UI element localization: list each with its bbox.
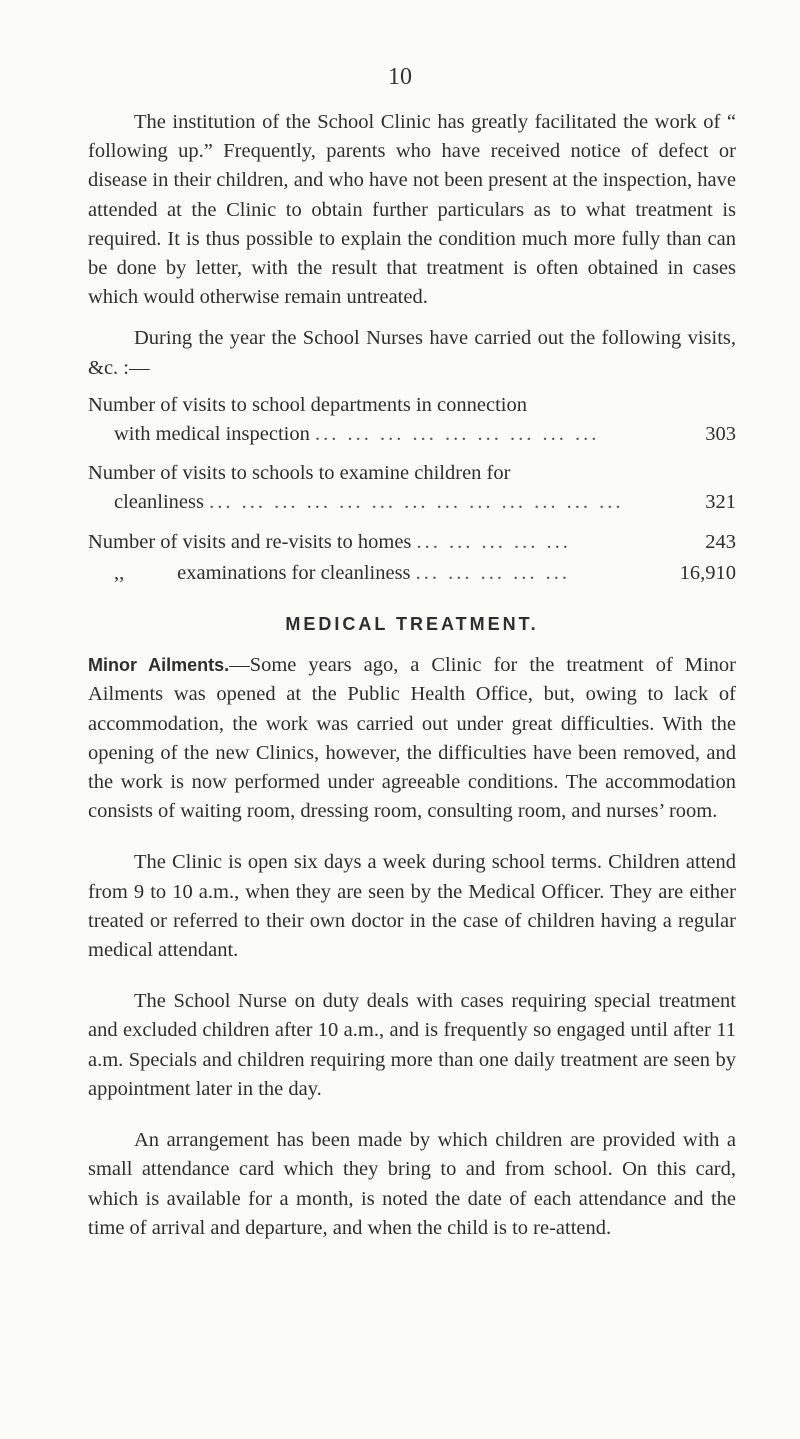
visit-label: Number of visits to schools to examine children for xyxy=(88,462,511,485)
leader-dots: ... ... ... ... ... ... ... ... ... xyxy=(314,423,600,446)
section-heading: MEDICAL TREATMENT. xyxy=(285,614,539,635)
visit-value: 243 xyxy=(705,530,736,553)
paragraph-minor-ailments-text: —Some years ago, a Clinic for the treatment of Minor Ailments was opened at the Public Health Office, but, owing to lack of accommodation, the work was carried out under great difficulties. With the opening of the new Clinics, however, the difficulties have been removed, and the work is now performed under agreeable conditions. The accommodation consists of waiting room, dressing room, consulting room, and nurses’ room. xyxy=(88,654,737,823)
subheading-minor-ailments: Minor Ailments. xyxy=(88,655,230,676)
visit-label-cont: cleanliness xyxy=(114,491,204,514)
visit-value: 16,910 xyxy=(679,561,736,584)
paragraph-minor-ailments xyxy=(88,651,736,826)
leader-dots: ... ... ... ... ... xyxy=(416,530,571,553)
paragraph-visits-intro: During the year the School Nurses have carried out the following visits, &c. :— xyxy=(88,327,736,379)
visit-value: 303 xyxy=(705,423,736,446)
body-text xyxy=(88,108,736,1243)
visit-label: Number of visits and re-visits to homes xyxy=(88,530,412,553)
paragraph-following-up: The institution of the School Clinic has greatly facilitated the work of “ following up.” Frequently, parents who have received notice of defect or disease in their children, and who have not been present at the inspection, have attended at the Clinic to obtain further particulars as to what treatment is required. It is thus possible to explain the condition much more fully than can be done by letter, with the result that treatment is often obtained in cases which would otherwise remain untreated. xyxy=(88,111,736,309)
leader-dots: ... ... ... ... ... ... ... ... ... ... ... ... ... xyxy=(209,491,624,514)
visit-item-homes xyxy=(88,528,736,557)
visit-value: 321 xyxy=(705,491,736,514)
visit-item-examinations xyxy=(88,559,736,588)
paragraph-clinic-hours: The Clinic is open six days a week during school terms. Children attend from 9 to 10 a.m., when they are seen by the Medical Officer. They are either treated or referred to their own doctor in the case of children having a regular medical attendant. xyxy=(88,851,736,962)
visit-label-cont: with medical inspection xyxy=(114,423,310,446)
visit-label: Number of visits to school departments in connection xyxy=(88,393,527,416)
visit-item-medical xyxy=(88,391,736,449)
visits-list xyxy=(88,391,736,588)
paragraph-school-nurse: The School Nurse on duty deals with cases requiring special treatment and excluded children after 10 a.m., and is frequently so engaged until after 11 a.m. Specials and children requiring more than one daily treatment are seen by appointment later in the day. xyxy=(88,990,736,1100)
ditto-mark: ,, xyxy=(114,561,125,584)
visit-label: examinations for cleanliness xyxy=(177,561,411,584)
page-number: 10 xyxy=(388,64,412,90)
paragraph-attendance-card: An arrangement has been made by which children are provided with a small attendance card which they bring to and from school. On this card, which is available for a month, is noted the date of each attendance and the time of arrival and departure, and when the child is to re-attend. xyxy=(88,1129,736,1239)
leader-dots: ... ... ... ... ... xyxy=(415,561,571,584)
visit-item-cleanliness xyxy=(88,459,736,517)
